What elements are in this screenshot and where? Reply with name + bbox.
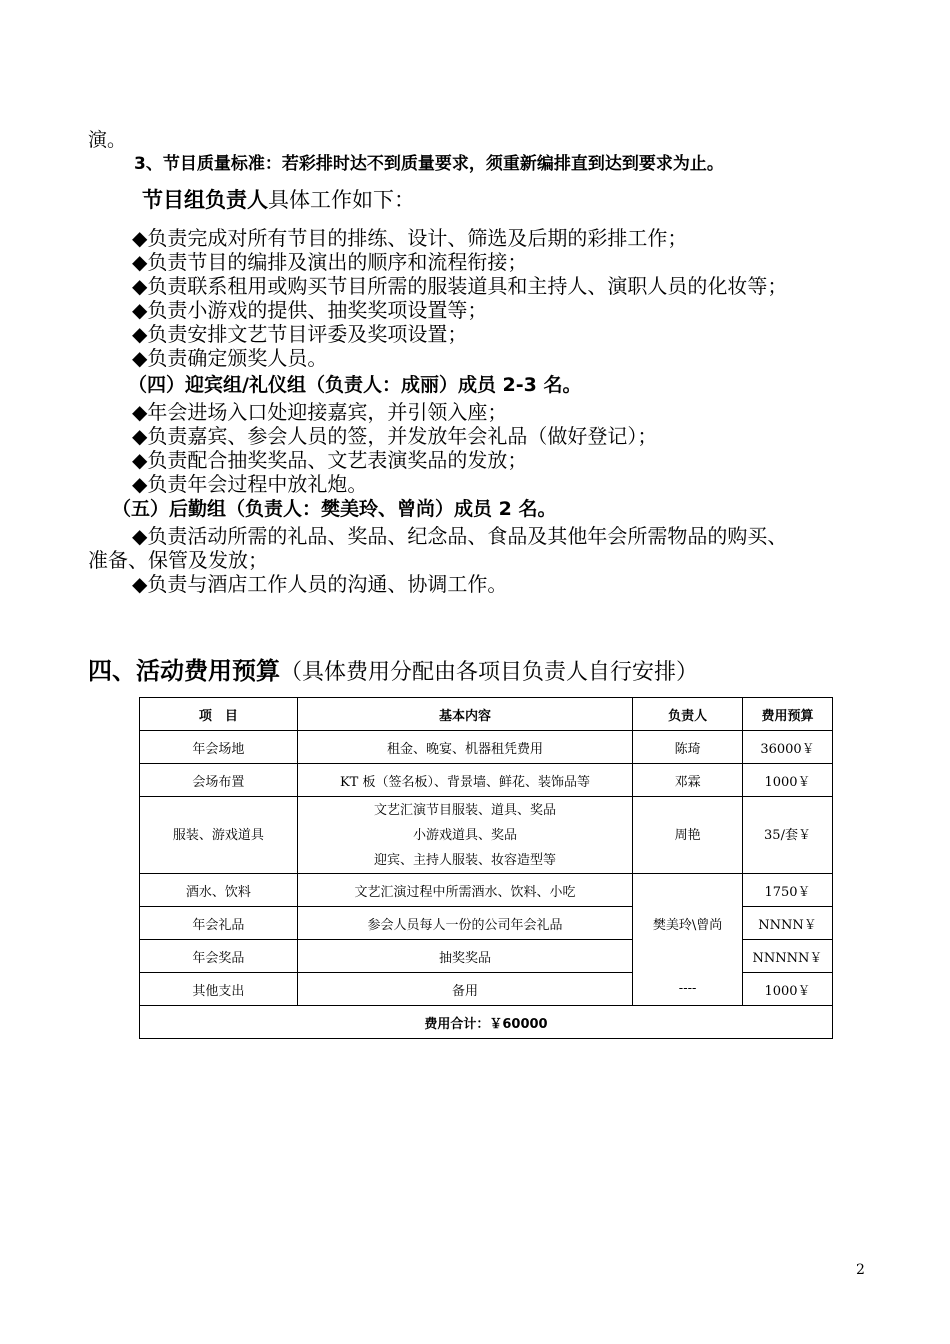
cell-item: 年会场地: [140, 731, 298, 764]
section-lead: [142, 188, 415, 212]
cell-item: 年会奖品: [140, 940, 298, 973]
section-heading: [88, 656, 698, 688]
budget-table: [139, 697, 833, 1039]
bullet-item: ◆负责嘉宾、参会人员的签，并发放年会礼品（做好登记）；: [132, 424, 658, 448]
merged-owner-last: ----: [678, 980, 697, 996]
bullet-item: ◆负责配合抽奖奖品、文艺表演奖品的发放；: [132, 448, 528, 472]
cell-content: 参会人员每人一份的公司年会礼品: [297, 907, 632, 940]
cell-content: [297, 797, 632, 874]
section-title: 四、活动费用预算: [88, 657, 280, 685]
cell-budget: NNNN￥: [743, 907, 833, 940]
table-header-row: [140, 698, 833, 731]
bullet-item: ◆负责完成对所有节目的排练、设计、筛选及后期的彩排工作；: [132, 226, 688, 250]
content-line: 迎宾、主持人服装、妆容造型等: [373, 852, 556, 868]
lead-rest: 具体工作如下：: [268, 188, 415, 212]
cell-budget: 1000￥: [743, 973, 833, 1006]
content-line: 文艺汇演节目服装、道具、奖品: [373, 802, 556, 818]
column-header: 费用预算: [743, 698, 833, 731]
cell-content: 文艺汇演过程中所需酒水、饮料、小吃: [297, 874, 632, 907]
cell-content: 租金、晚宴、机器租凭费用: [297, 731, 632, 764]
bullet-item: ◆负责活动所需的礼品、奖品、纪念品、食品及其他年会所需物品的购买、: [132, 524, 788, 548]
cell-content: 备用: [297, 973, 632, 1006]
cell-owner: 陈琦: [633, 731, 743, 764]
table-row: [140, 731, 833, 764]
cell-budget: 1750￥: [743, 874, 833, 907]
cell-item: 服装、游戏道具: [140, 797, 298, 874]
group-heading: （四）迎宾组/礼仪组（负责人：成丽）成员 2-3 名。: [128, 374, 582, 396]
bullet-item: ◆负责年会过程中放礼炮。: [132, 472, 368, 496]
bullet-continuation: 准备、保管及发放；: [88, 548, 268, 572]
cell-content: 抽奖奖品: [297, 940, 632, 973]
column-header: 负责人: [633, 698, 743, 731]
column-header: 基本内容: [297, 698, 632, 731]
cell-budget: NNNNN￥: [743, 940, 833, 973]
cell-item: 其他支出: [140, 973, 298, 1006]
cell-owner: 邓霖: [633, 764, 743, 797]
bullet-item: ◆负责确定颁奖人员。: [132, 346, 328, 370]
bullet-item: ◆负责小游戏的提供、抽奖奖项设置等；: [132, 298, 488, 322]
table-row: [140, 874, 833, 907]
bullet-item: ◆年会进场入口处迎接嘉宾，并引领入座；: [132, 400, 508, 424]
cell-owner: 周艳: [633, 797, 743, 874]
section-note: （具体费用分配由各项目负责人自行安排）: [280, 660, 699, 685]
table-row: [140, 764, 833, 797]
cell-budget: 1000￥: [743, 764, 833, 797]
bullet-item: ◆负责节目的编排及演出的顺序和流程衔接；: [132, 250, 528, 274]
cell-item: 酒水、饮料: [140, 874, 298, 907]
text-line-bold: 3、节目质量标准：若彩排时达不到质量要求，须重新编排直到达到要求为止。: [134, 154, 724, 174]
cell-budget: 35/套￥: [743, 797, 833, 874]
cell-item: 会场布置: [140, 764, 298, 797]
bullet-item: ◆负责与酒店工作人员的沟通、协调工作。: [132, 572, 508, 596]
table-row: [140, 797, 833, 874]
text-line: 演。: [88, 129, 127, 151]
total-cell: 费用合计：￥60000: [140, 1006, 833, 1039]
merged-owner-label: 樊美玲\曾尚: [652, 917, 723, 933]
bullet-item: ◆负责安排文艺节目评委及奖项设置；: [132, 322, 468, 346]
cell-content: KT 板（签名板）、背景墙、鲜花、装饰品等: [297, 764, 632, 797]
cell-owner-merged: [633, 874, 743, 1006]
group-heading: （五）后勤组（负责人：樊美玲、曾尚）成员 2 名。: [112, 498, 557, 520]
content-line: 小游戏道具、奖品: [412, 827, 517, 843]
column-header: 项 目: [140, 698, 298, 731]
table-total-row: [140, 1006, 833, 1039]
cell-budget: 36000￥: [743, 731, 833, 764]
bullet-item: ◆负责联系租用或购买节目所需的服装道具和主持人、演职人员的化妆等；: [132, 274, 788, 298]
cell-item: 年会礼品: [140, 907, 298, 940]
lead-bold: 节目组负责人: [142, 188, 268, 212]
page-number: 2: [856, 1262, 865, 1278]
